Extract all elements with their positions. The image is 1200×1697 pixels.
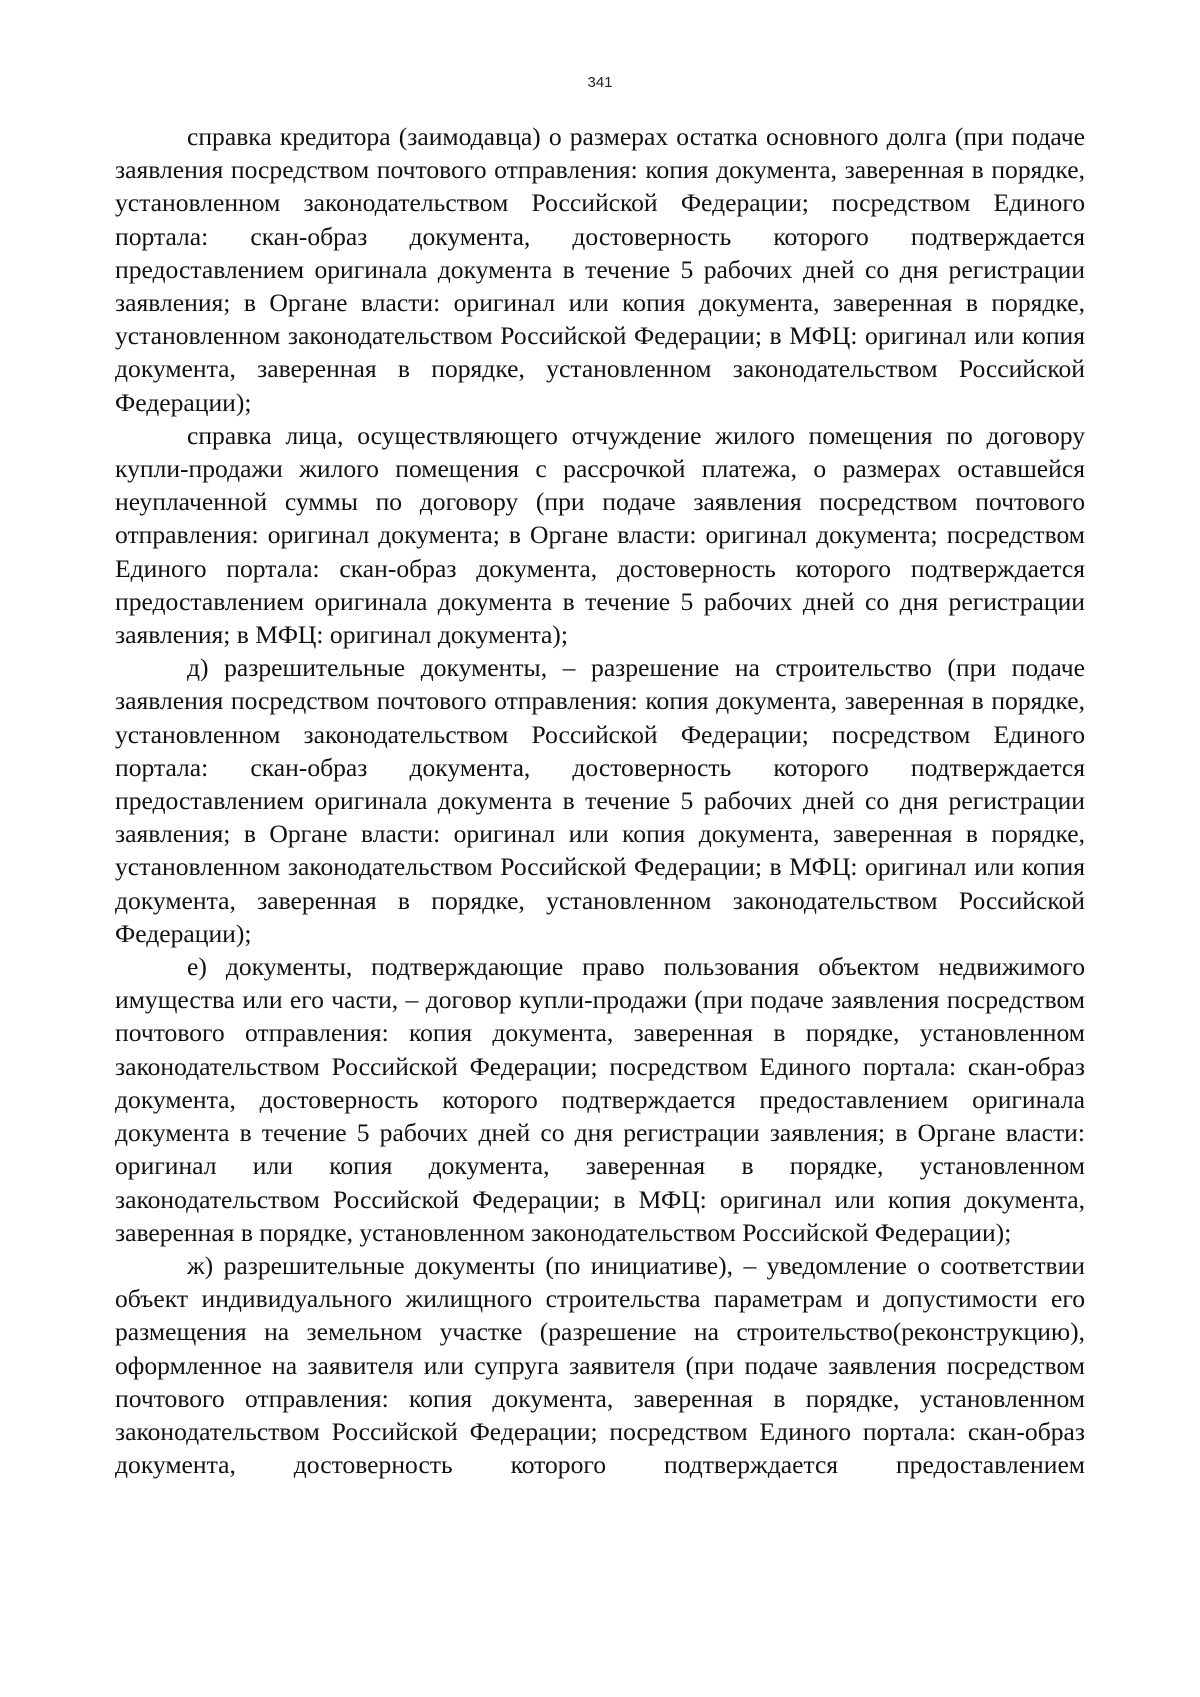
paragraph-item-d-building-permit: д) разрешительные документы, – разрешение на строительство (при подаче заявления посредством почтового отправления: копия документа, заверенная в порядке, установленном законодательством Российской Федерации; посредством Единого портала: скан-образ документа, достоверность которого подтверждается предоставлением оригинала документа в течение 5 рабочих дней со дня регистрации заявления; в Органе власти: оригинал или копия документа, заверенная в порядке, установленном законодательством Российской Федерации; в МФЦ: оригинал или копия документа, заверенная в порядке, установленном законодательством Российской Федерации); [115, 653, 1085, 948]
document-body [115, 120, 1085, 1481]
paragraph-seller-certificate: справка лица, осуществляющего отчуждение жилого помещения по договору купли-продажи жилого помещения с рассрочкой платежа, о размерах оставшейся неуплаченной суммы по договору (при подаче заявления посредством почтового отправления: оригинал документа; в Органе власти: оригинал документа; посредством Единого портала: скан-образ документа, достоверность которого подтверждается предоставлением оригинала документа в течение 5 рабочих дней со дня регистрации заявления; в МФЦ: оригинал документа); [115, 420, 1085, 650]
paragraph-creditor-certificate: справка кредитора (заимодавца) о размерах остатка основного долга (при подаче заявления посредством почтового отправления: копия документа, заверенная в порядке, установленном законодательством Российской Федерации; посредством Единого портала: скан-образ документа, достоверность которого подтверждается предоставлением оригинала документа в течение 5 рабочих дней со дня регистрации заявления; в Органе власти: оригинал или копия документа, заверенная в порядке, установленном законодательством Российской Федерации; в МФЦ: оригинал или копия документа, заверенная в порядке, установленном законодательством Российской Федерации); [115, 122, 1085, 417]
paragraph-item-zh-compliance-notice: ж) разрешительные документы (по инициативе), – уведомление о соответствии объект индивидуального жилищного строительства параметрам и допустимости его размещения на земельном участке (разрешение на строительство(реконструкцию), оформленное на заявителя или супруга заявителя (при подаче заявления посредством почтового отправления: копия документа, заверенная в порядке, установленном законодательством Российской Федерации; посредством Единого портала: скан-образ документа, достоверность которого подтверждается предоставлением [115, 1250, 1085, 1480]
paragraph-item-e-property-rights: е) документы, подтверждающие право пользования объектом недвижимого имущества или его части, – договор купли-продажи (при подаче заявления посредством почтового отправления: копия документа, заверенная в порядке, установленном законодательством Российской Федерации; посредством Единого портала: скан-образ документа, достоверность которого подтверждается предоставлением оригинала документа в течение 5 рабочих дней со дня регистрации заявления; в Органе власти: оригинал или копия документа, заверенная в порядке, установленном законодательством Российской Федерации; в МФЦ: оригинал или копия документа, заверенная в порядке, установленном законодательством Российской Федерации); [115, 952, 1085, 1247]
page-number: 341 [587, 74, 613, 91]
